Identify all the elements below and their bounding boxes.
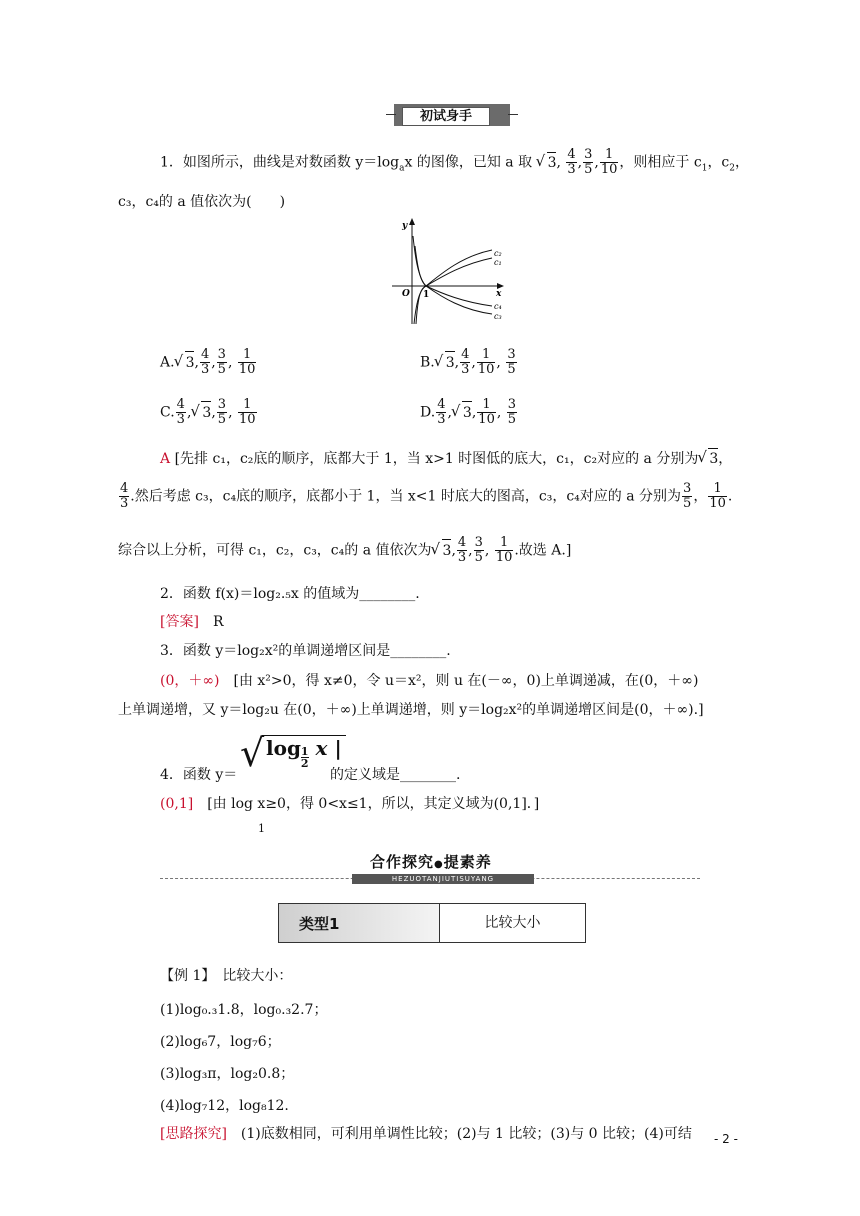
q3-answer: (0，＋∞) <box>160 673 220 689</box>
optB-frac3: $\frac{3}{5}$ <box>507 347 516 377</box>
optC-frac3: $\frac{1}{10}$ <box>238 397 256 427</box>
q1-sol-end: .故选 A.] <box>514 542 572 559</box>
example1-item-2: (2)log₆7，log₇6； <box>160 1034 281 1050</box>
section-subtitle: HEZUOTANJIUTISUYANG <box>352 874 534 884</box>
q3-sol-text1: [由 x²>0，得 x≠0，令 u＝x²，则 u 在(－∞，0)上单调递减，在(0，＋∞) <box>233 673 699 689</box>
option-b-label: B. <box>420 354 435 371</box>
q4-var: x <box>315 736 328 760</box>
q2-question: 2．函数 f(x)＝log₂.₅x 的值域为________. <box>160 586 420 602</box>
optA-frac2: $\frac{3}{5}$ <box>217 347 226 377</box>
page-number: - 2 - <box>714 1132 738 1146</box>
graph-one-label: 1 <box>423 290 430 300</box>
header-title: 初试身手 <box>402 107 490 126</box>
q1-solution-2: $\frac{4}{3}$ .然后考虑 c₃，c₄底的顺序，底都小于 1，当 x<1 时底大的图高，c₃，c₄对应的 a 分别为 $\frac{3}{5}$ ， $\frac{1}{10}$ . <box>120 481 733 511</box>
option-c-label: C. <box>160 404 175 421</box>
q4-suffix: 的定义域是________. <box>330 767 461 783</box>
q1-text-d: ，c <box>707 154 730 171</box>
section-title-dot: ● <box>434 859 444 870</box>
header-rule-right <box>508 114 518 115</box>
sol3-frac3: $\frac{1}{10}$ <box>495 535 513 565</box>
graph-c2-label: c₂ <box>494 249 502 258</box>
sol3-frac1: $\frac{4}{3}$ <box>457 535 467 565</box>
q4-radicand: log $\frac{1}{2}$ x | <box>262 735 346 772</box>
q2-answer <box>160 612 223 632</box>
optC-sqrt3: √ 3 <box>201 401 211 424</box>
graph-y-label: y <box>402 221 408 231</box>
option-b: B.√ 3, $\frac{4}{3}$ , $\frac{1}{10}$ , $\frac{3}{5}$ <box>420 348 518 377</box>
type-box <box>278 903 586 943</box>
q1-sol-text2: .然后考虑 c₃，c₄底的顺序，底都小于 1，当 x<1 时底大的图高，c₃，c₄对应的 a 分别为 <box>130 488 682 505</box>
optC-frac1: $\frac{4}{3}$ <box>176 397 185 427</box>
graph-c4-label: c₄ <box>494 302 502 311</box>
sqrt3: √ 3 <box>547 152 557 173</box>
q3-question: 3．函数 y＝log₂x²的单调递增区间是________. <box>160 643 451 659</box>
sol-frac-3-5: $\frac{3}{5}$ <box>683 481 692 511</box>
type-label: 类型1 <box>299 915 340 933</box>
option-d: D. $\frac{4}{3}$ ,√ 3, $\frac{1}{10}$ , $\frac{3}{5}$ <box>420 398 518 427</box>
q1-answer: A <box>160 451 171 467</box>
sol-sqrt3: √ 3 <box>708 448 718 469</box>
option-a: A.√ 3, $\frac{4}{3}$ , $\frac{3}{5}$ , $\frac{1}{10}$ <box>160 348 257 377</box>
q4-base-n: 1 <box>300 745 309 758</box>
graph-x-label: x <box>496 289 502 299</box>
sol-frac-1-10: $\frac{1}{10}$ <box>709 481 726 511</box>
q3-solution-1 <box>160 671 698 691</box>
option-d-label: D. <box>420 404 436 421</box>
header-rule-left <box>386 114 396 115</box>
graph-c1-label: c₁ <box>494 258 502 267</box>
optD-frac3: $\frac{3}{5}$ <box>507 397 517 427</box>
type-box-left <box>279 904 440 942</box>
sol3-frac2: $\frac{3}{5}$ <box>474 535 483 565</box>
q4-answer: (0,1] <box>160 796 194 812</box>
q4-log: log <box>266 736 301 760</box>
q4-radical-sign: √ <box>240 731 265 775</box>
sol-frac-4-3: $\frac{4}{3}$ <box>120 481 129 511</box>
q4-sol-text: [由 log x≥0，得 0<x≤1，所以，其定义域为(0,1]．] <box>207 796 540 812</box>
q1-sol-text3: 综合以上分析，可得 c₁，c₂，c₃，c₄的 a 值依次为 <box>118 542 432 559</box>
section-title-2: 提素养 <box>443 853 492 871</box>
optD-sqrt3: √ 3 <box>462 401 472 424</box>
q1-solution-3: 综合以上分析，可得 c₁，c₂，c₃，c₄的 a 值依次为√ 3, $\frac{4}{3}$ , $\frac{3}{5}$ , $\frac{1}{10}$ .故选 A.] <box>118 536 571 565</box>
optD-frac1: $\frac{4}{3}$ <box>437 397 446 427</box>
q1-line1: 1．如图所示，曲线是对数函数 $y=\log_ax$ 的图像，已知 a 取 √ 3, $\frac{4}{3}$ , $\frac{3}{5}$ , $\frac{1}{10}$ ，则相应于 $c_1$，$c_2$， <box>160 148 749 178</box>
q1-solution-1: A [先排 c₁，c₂底的顺序，底都大于 1，当 x>1 时图低的底大，c₁，c₂对应的 a 分别为√ 3， <box>160 448 732 469</box>
optA-frac3: $\frac{1}{10}$ <box>238 347 256 377</box>
example1-item-4: (4)log₇12，log₈12. <box>160 1098 289 1114</box>
q1-text-b: x 的图像，已知 a 取 <box>404 154 533 171</box>
q1-line2: c₃，c₄的 a 值依次为( ) <box>118 194 286 210</box>
example1-title: 【例 1】 比较大小： <box>160 968 293 984</box>
frac-3-5: $\frac{3}{5}$ <box>584 147 593 177</box>
q1-sol-text1: [先排 c₁，c₂底的顺序，底都大于 1，当 x>1 时图低的底大，c₁，c₂对应的 a 分别为 <box>174 451 699 467</box>
optA-sqrt3: √ 3 <box>185 351 195 374</box>
q2-answer-value: R <box>212 614 224 630</box>
q1-text-c: ，则相应于 c <box>619 154 702 171</box>
frac-4-3: $\frac{4}{3}$ <box>567 147 576 177</box>
option-a-label: A. <box>160 354 175 371</box>
example1-item-1: (1)log₀.₃1.8，log₀.₃2.7； <box>160 1002 328 1018</box>
header-banner <box>394 104 510 126</box>
q4-prefix: 4．函数 y＝ <box>160 767 238 783</box>
q4-question <box>160 730 640 783</box>
think-tag: [思路探究] <box>160 1126 227 1142</box>
section-title-1: 合作探究 <box>370 853 435 871</box>
log-graph <box>388 216 506 330</box>
optD-frac2: $\frac{1}{10}$ <box>478 397 495 427</box>
q3-solution-2: 上单调递增，又 y＝log₂u 在(0，＋∞)上单调递增，则 y＝log₂x²的单调递增区间是(0，＋∞).] <box>118 702 704 718</box>
example1-item-3: (3)log₃π，log₂0.8； <box>160 1066 295 1082</box>
q2-answer-tag: [答案] <box>160 614 199 630</box>
q4-base-d: 2 <box>300 757 309 770</box>
option-c: C. $\frac{4}{3}$ ,√ 3, $\frac{3}{5}$ , $\frac{1}{10}$ <box>160 398 258 427</box>
frac-1-10: $\frac{1}{10}$ <box>600 147 618 177</box>
q4-solution <box>160 794 539 814</box>
q1-text-a: 1．如图所示，曲线是对数函数 y＝log <box>160 154 400 171</box>
section-title <box>370 851 492 872</box>
q4-stray-one: 1 <box>258 822 265 835</box>
graph-c3-label: c₃ <box>494 312 502 321</box>
think-text: (1)底数相同，可利用单调性比较；(2)与 1 比较；(3)与 0 比较；(4)可结 <box>226 1126 692 1142</box>
type-name: 比较大小 <box>484 915 541 931</box>
sol3-sqrt3: √ 3 <box>442 539 452 562</box>
optB-frac2: $\frac{1}{10}$ <box>477 347 495 377</box>
optB-frac1: $\frac{4}{3}$ <box>461 347 470 377</box>
optA-frac1: $\frac{4}{3}$ <box>200 347 210 377</box>
optC-frac2: $\frac{3}{5}$ <box>217 397 227 427</box>
graph-origin-label: O <box>402 289 410 299</box>
optB-sqrt3: √ 3 <box>445 351 455 374</box>
example1-think <box>160 1124 692 1144</box>
